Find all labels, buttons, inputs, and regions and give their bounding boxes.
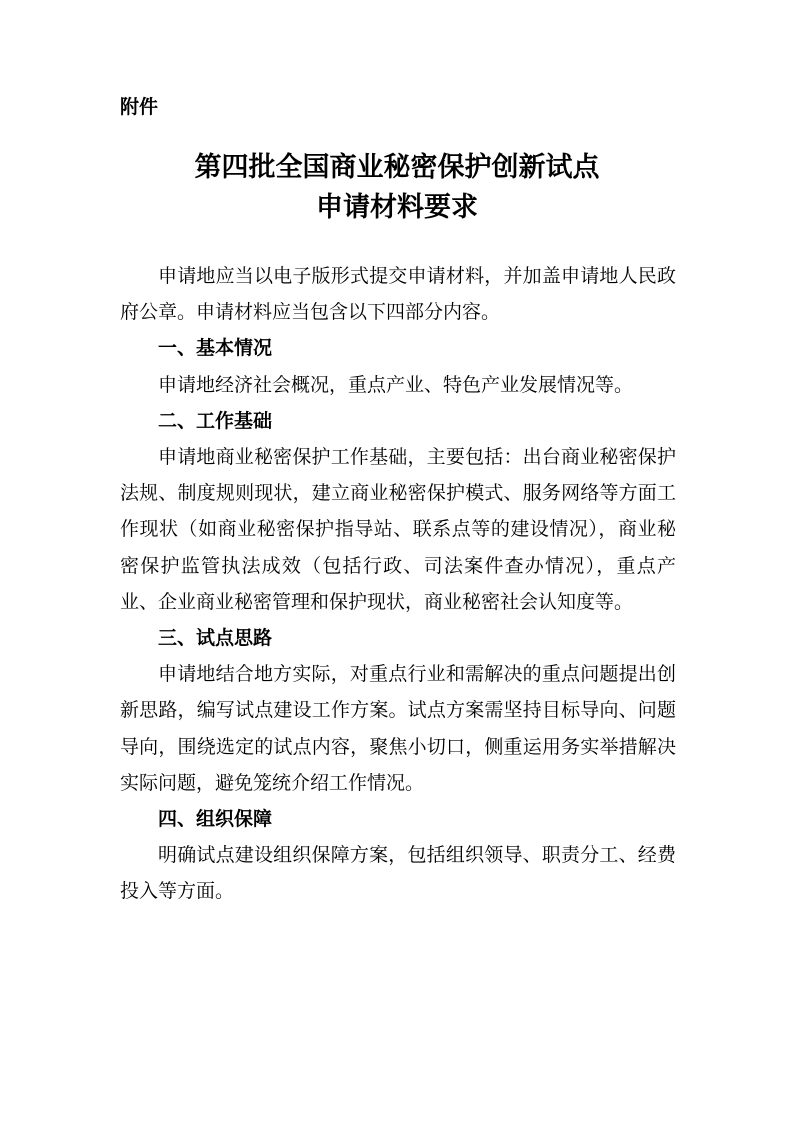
- document-body: [120, 258, 676, 910]
- section-text-basic-info: 申请地经济社会概况，重点产业、特色产业发展情况等。: [158, 373, 634, 396]
- section-text-work-foundation: 申请地商业秘密保护工作基础，主要包括：出台商业秘密保护法规、制度规则现状，建立商业秘密保护模式、服务网络等方面工作现状（如商业秘密保护指导站、联系点等的建设情况），商业秘密保护监管执法成效（包括行政、司法案件查办情况），重点产业、企业商业秘密管理和保护现状，商业秘密社会认知度等。: [120, 446, 676, 613]
- section-heading-organizational-support: 四、组织保障: [158, 808, 273, 831]
- document-title-line-2: 申请材料要求: [316, 192, 478, 223]
- section-heading-basic-info: 一、基本情况: [158, 337, 273, 360]
- section-text-organizational-support: 明确试点建设组织保障方案，包括组织领导、职责分工、经费投入等方面。: [120, 844, 676, 903]
- section-heading-pilot-approach: 三、试点思路: [158, 627, 273, 650]
- section-text-pilot-approach: 申请地结合地方实际，对重点行业和需解决的重点问题提出创新思路，编写试点建设工作方案。试点方案需坚持目标导向、问题导向，围绕选定的试点内容，聚焦小切口，侧重运用务实举措解决实际问题，避免笼统介绍工作情况。: [120, 663, 676, 794]
- attachment-label: 附件: [120, 96, 159, 118]
- section-heading-work-foundation: 二、工作基础: [158, 409, 273, 432]
- intro-paragraph: 申请地应当以电子版形式提交申请材料，并加盖申请地人民政府公章。申请材料应当包含以下四部分内容。: [120, 265, 676, 324]
- document-title-line-1: 第四批全国商业秘密保护创新试点: [194, 152, 600, 183]
